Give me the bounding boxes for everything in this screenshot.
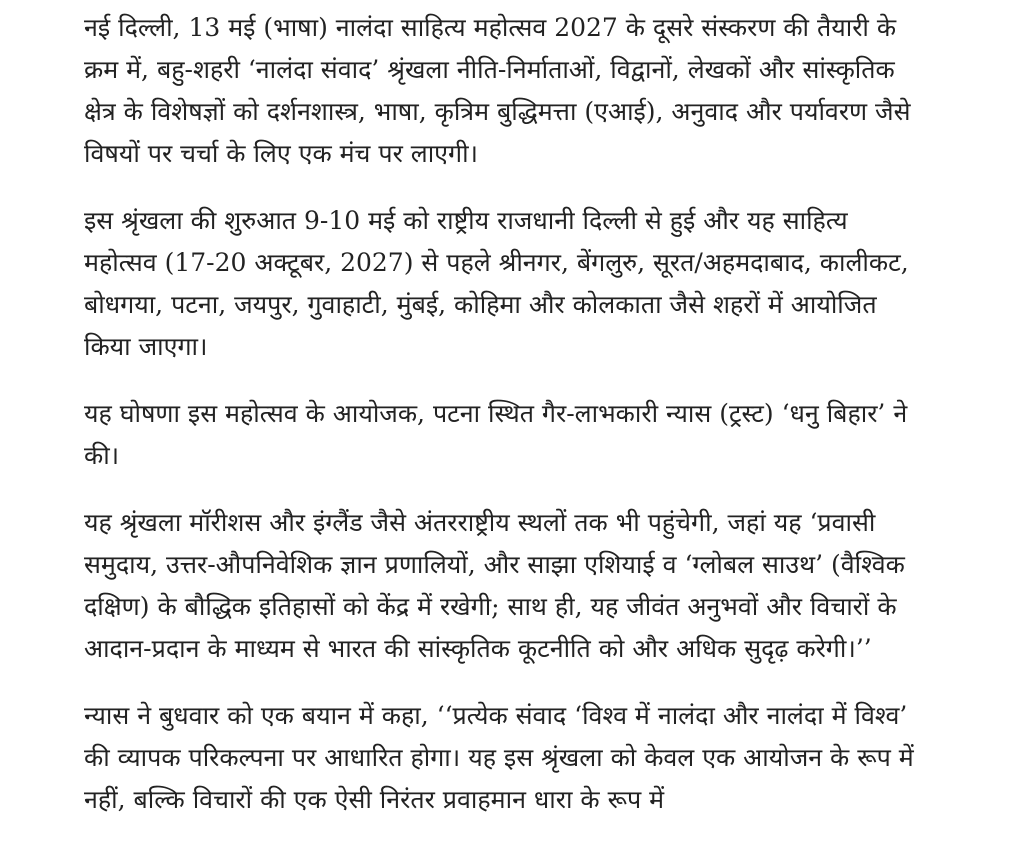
paragraph-international: यह श्रृंखला मॉरीशस और इंग्लैंड जैसे अंतरराष्ट्रीय स्थलों तक भी पहुंचेगी, जहां यह ‘प्रवासी समुदाय, उत्तर-औपनिवेशिक ज्ञान प्रणालियों, और साझा एशियाई व ‘ग्लोबल साउथ’ (वैश्विक दक्षिण) के बौद्धिक इतिहासों को केंद्र में रखेगी; साथ ही, यह जीवंत अनुभवों और विचारों के आदान-प्रदान के माध्यम से भारत की सांस्कृतिक कूटनीति को और अधिक सुदृढ़ करेगी।’’ [84,508,905,663]
article-body [84,7,924,846]
paragraph-announcement: यह घोषणा इस महोत्सव के आयोजक, पटना स्थित गैर-लाभकारी न्यास (ट्रस्ट) ‘धनु बिहार’ ने की। [84,399,908,470]
paragraph-series-cities: इस श्रृंखला की शुरुआत 9-10 मई को राष्ट्रीय राजधानी दिल्ली से हुई और यह साहित्य महोत्सव (17-20 अक्टूबर, 2027) से पहले श्रीनगर, बेंगलुरु, सूरत/अहमदाबाद, कालीकट, बोधगया, पटना, जयपुर, गुवाहाटी, मुंबई, कोहिमा और कोलकाता जैसे शहरों में आयोजित किया जाएगा। [84,206,909,361]
paragraph-statement: न्यास ने बुधवार को एक बयान में कहा, ‘‘प्रत्येक संवाद ‘विश्व में नालंदा और नालंदा में विश्व’ की व्यापक परिकल्पना पर आधारित होगा। यह इस श्रृंखला को केवल एक आयोजन के रूप में नहीं, बल्कि विचारों की एक ऐसी निरंतर प्रवाहमान धारा के रूप में [84,701,914,814]
paragraph-intro: नई दिल्ली, 13 मई (भाषा) नालंदा साहित्य महोत्सव 2027 के दूसरे संस्करण की तैयारी के क्रम में, बहु-शहरी ‘नालंदा संवाद’ श्रृंखला नीति-निर्माताओं, विद्वानों, लेखकों और सांस्कृतिक क्षेत्र के विशेषज्ञों को दर्शनशास्त्र, भाषा, कृत्रिम बुद्धिमत्ता (एआई), अनुवाद और पर्यावरण जैसे विषयों पर चर्चा के लिए एक मंच पर लाएगी। [84,13,911,168]
